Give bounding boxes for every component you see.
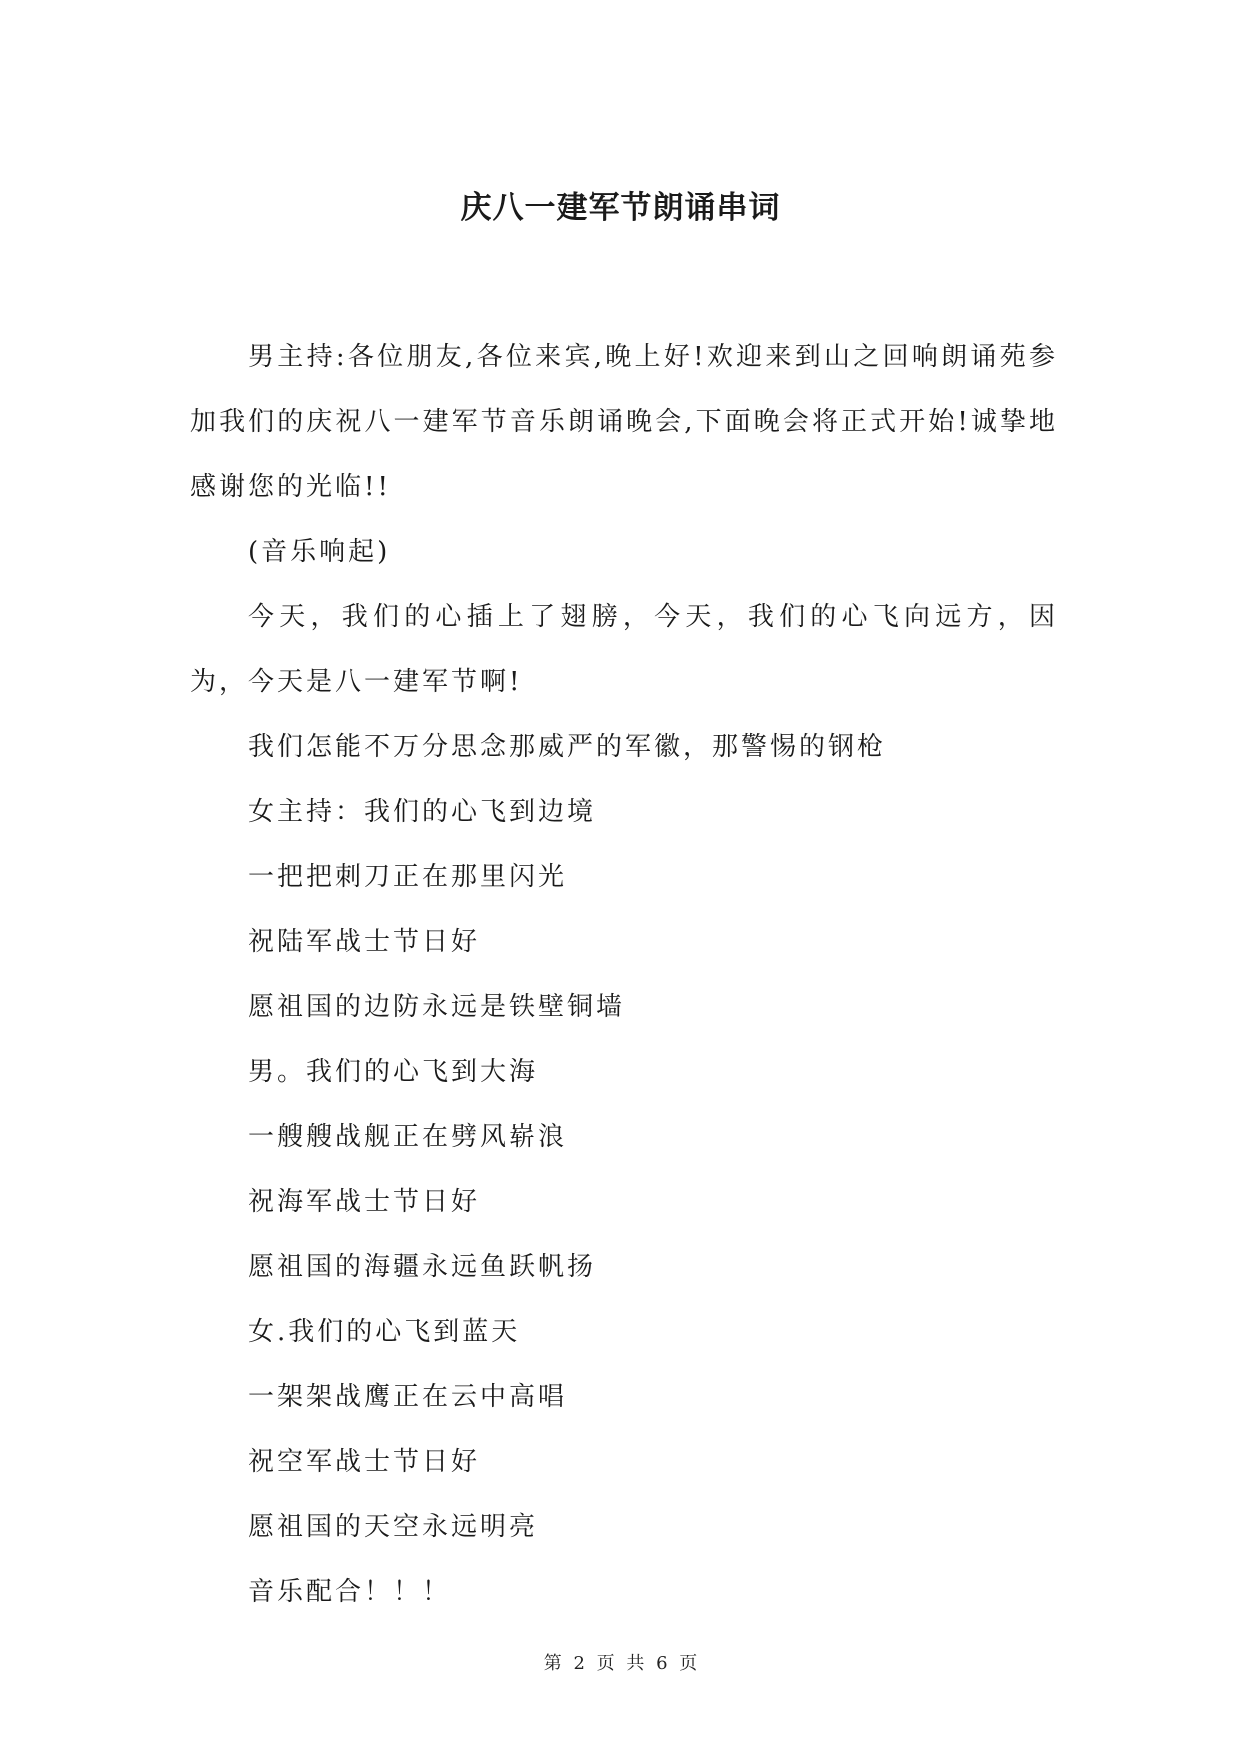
document-body — [190, 325, 1058, 1625]
paragraph-line: 祝海军战士节日好 — [248, 1187, 481, 1217]
paragraph-line: 女主持：我们的心飞到边境 — [248, 797, 597, 827]
paragraph-line: 女.我们的心飞到蓝天 — [248, 1317, 521, 1347]
paragraph-line: 愿祖国的边防永远是铁壁铜墙 — [248, 992, 626, 1022]
paragraph-line: 一把把刺刀正在那里闪光 — [248, 862, 568, 892]
paragraph-line: 一架架战鹰正在云中高唱 — [248, 1382, 568, 1412]
page-number: 第 2 页 共 6 页 — [543, 1653, 698, 1674]
paragraph-line: 愿祖国的天空永远明亮 — [248, 1512, 539, 1542]
document-title: 庆八一建军节朗诵串词 — [460, 190, 781, 226]
paragraph-line: 男。我们的心飞到大海 — [248, 1057, 539, 1087]
paragraph-greeting: 男主持:各位朋友,各位来宾,晚上好!欢迎来到山之回响朗诵苑参加我们的庆祝八一建军节音乐朗诵晚会,下面晚会将正式开始!诚挚地感谢您的光临!! — [190, 342, 1058, 502]
paragraph-line: 音乐配合！！！ — [248, 1577, 452, 1607]
paragraph-line: 一艘艘战舰正在劈风崭浪 — [248, 1122, 568, 1152]
paragraph-line: 愿祖国的海疆永远鱼跃帆扬 — [248, 1252, 597, 1282]
paragraph-line: 祝陆军战士节日好 — [248, 927, 481, 957]
paragraph-line: 我们怎能不万分思念那威严的军徽，那警惕的钢枪 — [248, 732, 887, 762]
paragraph-today: 今天，我们的心插上了翅膀，今天，我们的心飞向远方，因为，今天是八一建军节啊! — [190, 602, 1058, 697]
paragraph-line: 祝空军战士节日好 — [248, 1447, 481, 1477]
paragraph-stage-direction: (音乐响起) — [248, 537, 391, 567]
